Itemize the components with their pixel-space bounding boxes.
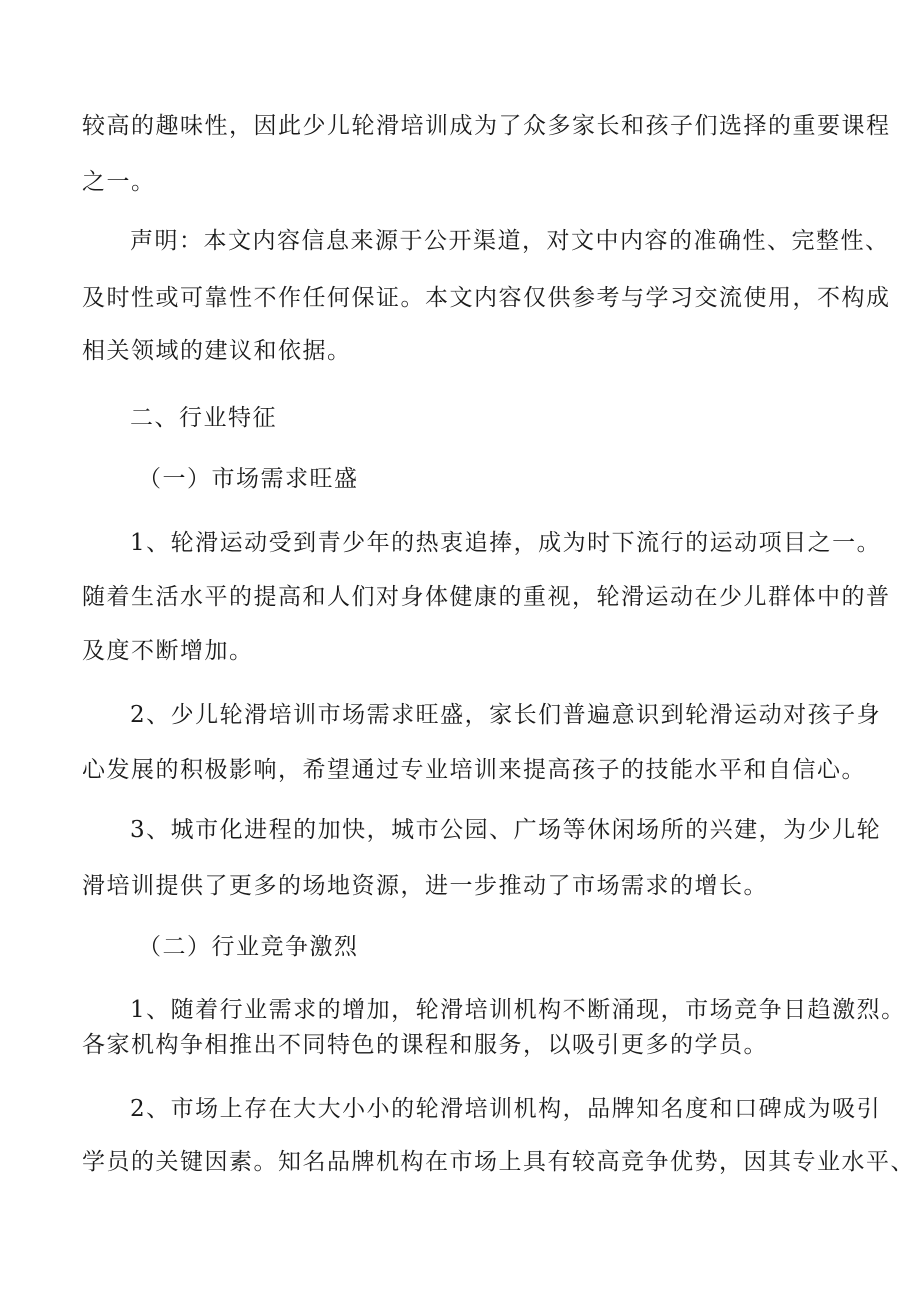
paragraph-line: 学员的关键因素。知名品牌机构在市场上具有较高竞争优势，因其专业水平、 (82, 1149, 915, 1175)
paragraph-line: 1、轮滑运动受到青少年的热衷追捧，成为时下流行的运动项目之一。 (130, 530, 882, 556)
paragraph-line: 各家机构争相推出不同特色的课程和服务，以吸引更多的学员。 (82, 1032, 768, 1058)
section-heading: 二、行业特征 (130, 405, 277, 431)
disclaimer-line: 相关领域的建议和依据。 (82, 338, 352, 364)
paragraph-line: 心发展的积极影响，希望通过专业培训来提高孩子的技能水平和自信心。 (82, 757, 866, 783)
paragraph-line: 较高的趣味性，因此少儿轮滑培训成为了众多家长和孩子们选择的重要课程 (82, 113, 891, 139)
subsection-heading: （二）行业竞争激烈 (138, 934, 359, 960)
paragraph-line: 2、少儿轮滑培训市场需求旺盛，家长们普遍意识到轮滑运动对孩子身 (130, 702, 882, 728)
paragraph-line: 滑培训提供了更多的场地资源，进一步推动了市场需求的增长。 (82, 873, 768, 899)
paragraph-line: 1、随着行业需求的增加，轮滑培训机构不断涌现，市场竞争日趋激烈。 (130, 997, 906, 1023)
disclaimer-line: 及时性或可靠性不作任何保证。本文内容仅供参考与学习交流使用，不构成 (82, 285, 891, 311)
subsection-heading: （一）市场需求旺盛 (138, 466, 359, 492)
paragraph-line: 及度不断增加。 (82, 638, 254, 664)
disclaimer-line: 声明：本文内容信息来源于公开渠道，对文中内容的准确性、完整性、 (130, 228, 890, 254)
paragraph-line: 随着生活水平的提高和人们对身体健康的重视，轮滑运动在少儿群体中的普 (82, 584, 891, 610)
paragraph-line: 之一。 (82, 169, 156, 195)
paragraph-line: 3、城市化进程的加快，城市公园、广场等休闲场所的兴建，为少儿轮 (130, 817, 882, 843)
paragraph-line: 2、市场上存在大大小小的轮滑培训机构，品牌知名度和口碑成为吸引 (130, 1096, 882, 1122)
